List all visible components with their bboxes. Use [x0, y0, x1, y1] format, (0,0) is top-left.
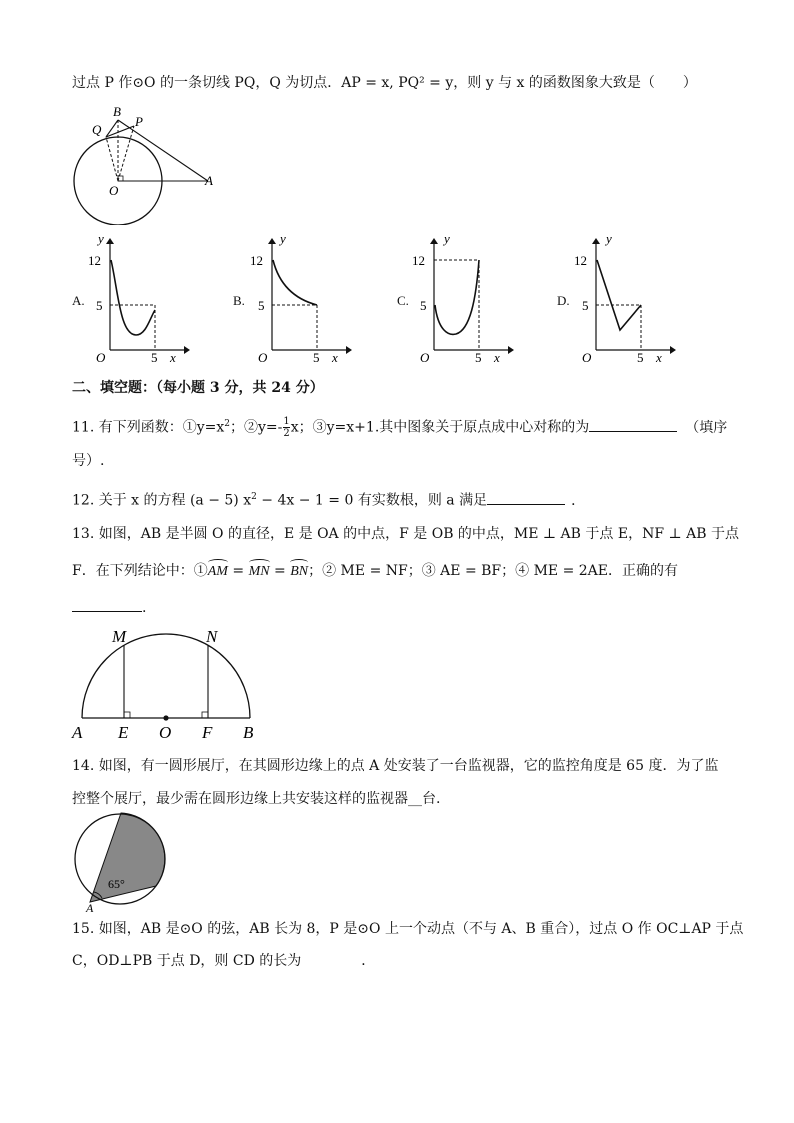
q15-line2: C，OD⊥PB 于点 D，则 CD 的长为 ． — [72, 953, 376, 969]
fig-label-p: P — [135, 114, 143, 129]
option-a-y-axis: y — [98, 231, 104, 246]
q13-number: 13. — [72, 526, 95, 542]
option-b-y-axis: y — [280, 231, 286, 246]
option-b-origin: O — [258, 350, 268, 365]
option-a-x-axis: x — [170, 350, 176, 365]
label-o: O — [159, 723, 172, 742]
option-c-tick-5: 5 — [420, 298, 427, 313]
option-d-x-axis: x — [656, 350, 662, 365]
angle-65-label: 65° — [108, 877, 125, 891]
option-c-y-axis: y — [444, 231, 450, 246]
fig-label-b: B — [113, 104, 121, 119]
fig-label-o: O — [109, 183, 119, 198]
q14-line1: 14. 如图，有一圆形展厅，在其圆形边缘上的点 A 处安装了一台监视器，它的监控角度是 65 度．为了监 — [72, 758, 719, 774]
option-d-y-axis: y — [606, 231, 612, 246]
option-b-graph[interactable] — [246, 230, 356, 365]
option-d-tick-x5: 5 — [637, 350, 644, 365]
option-a-tick-x5: 5 — [151, 350, 158, 365]
label-m: M — [112, 627, 127, 646]
q13-line2: F．在下列结论中：①AM = MN = BN；② ME = NF；③ AE = BF；④ ME = 2AE．正确的有 — [72, 561, 678, 582]
option-d-label[interactable]: D. — [557, 293, 570, 308]
option-c-origin: O — [420, 350, 430, 365]
option-a-tick-5: 5 — [96, 298, 103, 313]
q15-number: 15. — [72, 921, 95, 937]
q12-answer-blank[interactable] — [487, 490, 565, 505]
q10-figure — [70, 100, 220, 225]
arc-am: AM — [208, 562, 228, 582]
fig-label-a: A — [205, 173, 213, 188]
q11-answer-blank[interactable] — [589, 417, 677, 432]
option-d-tick-5: 5 — [582, 298, 589, 313]
label-b: B — [243, 723, 254, 742]
option-a-origin: O — [96, 350, 106, 365]
option-c-tick-12: 12 — [412, 253, 425, 268]
point-a-label: A — [86, 901, 94, 915]
q14-figure — [68, 806, 178, 916]
option-d-origin: O — [582, 350, 592, 365]
option-a-label[interactable]: A. — [72, 293, 85, 308]
option-a-graph[interactable] — [84, 230, 194, 365]
q13-answer-blank[interactable] — [72, 597, 142, 612]
q14-line2: 控整个展厅，最少需在圆形边缘上共安装这样的监视器__台. — [72, 791, 441, 807]
q12-number: 12. — [72, 492, 95, 509]
option-b-tick-5: 5 — [258, 298, 265, 313]
q11-number: 11. — [72, 419, 95, 436]
q11-line2: 号）. — [72, 453, 105, 469]
q11-line1: 11. 有下列函数：$①y=x^2$；②y=- $\frac{1}{2}$ x；③y=x+1.其中图象关于原点成中心对称的为 （填序 — [72, 416, 728, 440]
fraction-half: $\frac{1}{2}$ — [283, 416, 290, 440]
q13-line3: . — [72, 597, 146, 618]
q14-number: 14. — [72, 758, 95, 774]
option-c-label[interactable]: C. — [397, 293, 409, 308]
q12-line: 12. 关于 x 的方程 (a − 5) $x^2 - 4x - 1 = 0$ 有实数根，则 a 满足 ． — [72, 487, 585, 511]
option-b-x-axis: x — [332, 350, 338, 365]
section-title: 二、填空题：（每小题 3 分，共 24 分） — [72, 380, 324, 396]
label-f: F — [202, 723, 213, 742]
q13-line1: 13. 如图，AB 是半圆 O 的直径，E 是 OA 的中点，F 是 OB 的中点，ME ⊥ AB 于点 E，NF ⊥ AB 于点 — [72, 526, 739, 542]
q15-line1: 15. 如图，AB 是⊙O 的弦，AB 长为 8，P 是⊙O 上一个动点（不与 A、B 重合），过点 O 作 OC⊥AP 于点 — [72, 921, 744, 937]
option-d-tick-12: 12 — [574, 253, 587, 268]
label-n: N — [206, 627, 218, 646]
label-e: E — [118, 723, 129, 742]
option-c-tick-x5: 5 — [475, 350, 482, 365]
option-c-x-axis: x — [494, 350, 500, 365]
option-b-tick-x5: 5 — [313, 350, 320, 365]
option-b-label[interactable]: B. — [233, 293, 245, 308]
q10-stem: 过点 P 作⊙O 的一条切线 PQ，Q 为切点．AP = x, PQ² = y，则 y 与 x 的函数图象大致是（ ） — [72, 75, 697, 91]
arc-bn: BN — [290, 562, 308, 582]
q13-figure — [68, 622, 268, 744]
option-b-tick-12: 12 — [250, 253, 263, 268]
option-a-tick-12: 12 — [88, 253, 101, 268]
option-c-graph[interactable] — [408, 230, 518, 365]
arc-mn: MN — [249, 562, 270, 582]
fig-label-q: Q — [92, 122, 102, 137]
option-d-graph[interactable] — [570, 230, 680, 365]
label-a: A — [72, 723, 83, 742]
